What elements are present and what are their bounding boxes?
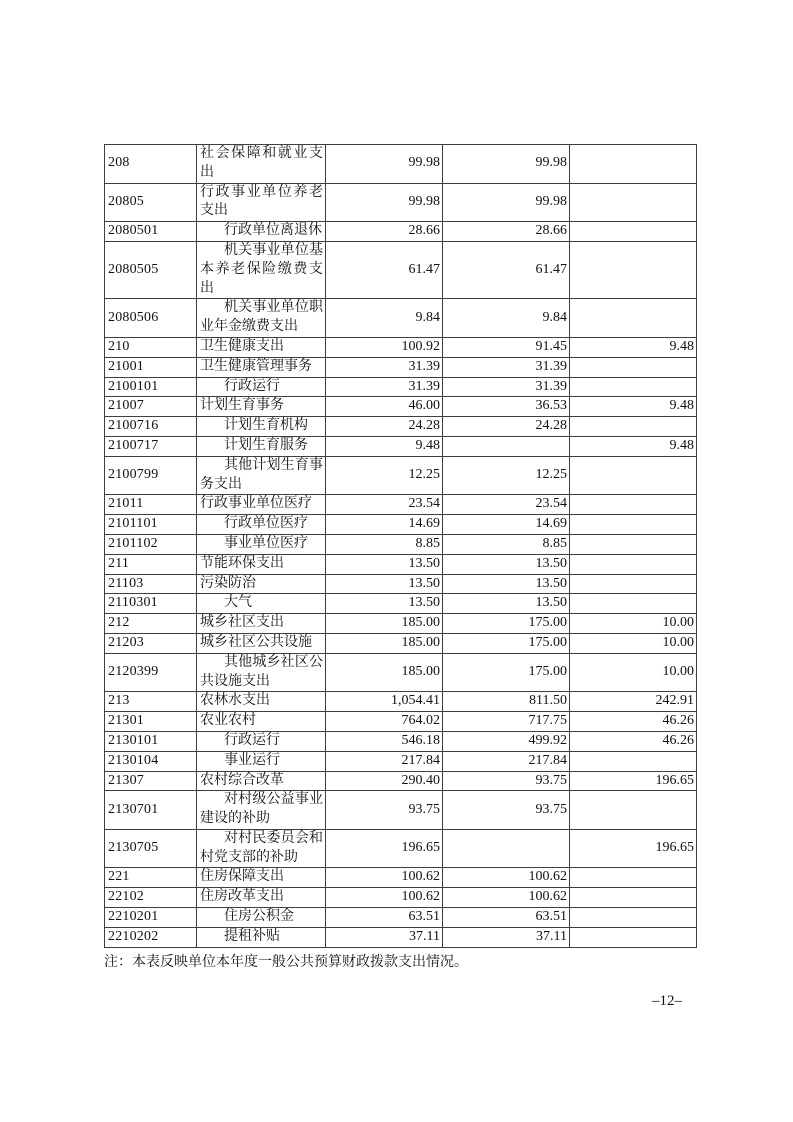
table-row <box>105 829 697 868</box>
row-value-2: 99.98 <box>443 145 570 184</box>
table-row <box>105 692 697 712</box>
row-value-1: 14.69 <box>326 515 443 535</box>
row-value-1: 13.50 <box>326 574 443 594</box>
table-row <box>105 633 697 653</box>
row-value-2: 717.75 <box>443 712 570 732</box>
row-code: 21301 <box>105 712 197 732</box>
row-value-2: 217.84 <box>443 751 570 771</box>
row-value-1: 37.11 <box>326 927 443 947</box>
row-value-2: 93.75 <box>443 791 570 830</box>
row-code: 221 <box>105 868 197 888</box>
row-code: 2210201 <box>105 908 197 928</box>
row-value-1: 93.75 <box>326 791 443 830</box>
row-code: 2080506 <box>105 299 197 338</box>
row-code: 2130705 <box>105 829 197 868</box>
row-value-3 <box>570 456 697 495</box>
row-code: 211 <box>105 554 197 574</box>
budget-table-body <box>105 145 697 948</box>
row-value-2: 91.45 <box>443 337 570 357</box>
row-value-1: 13.50 <box>326 594 443 614</box>
row-name: 农林水支出 <box>197 692 326 712</box>
table-row <box>105 554 697 574</box>
row-name: 住房保障支出 <box>197 868 326 888</box>
row-name: 对村民委员会和村党支部的补助 <box>197 829 326 868</box>
row-code: 21103 <box>105 574 197 594</box>
row-name: 污染防治 <box>197 574 326 594</box>
row-value-2: 61.47 <box>443 241 570 298</box>
row-value-2: 63.51 <box>443 908 570 928</box>
row-name: 大气 <box>197 594 326 614</box>
row-name: 卫生健康管理事务 <box>197 357 326 377</box>
row-name: 行政运行 <box>197 377 326 397</box>
row-value-1: 28.66 <box>326 222 443 242</box>
row-value-1: 185.00 <box>326 653 443 692</box>
row-value-1: 217.84 <box>326 751 443 771</box>
row-name: 节能环保支出 <box>197 554 326 574</box>
row-code: 2130104 <box>105 751 197 771</box>
row-name: 住房改革支出 <box>197 888 326 908</box>
row-code: 2080501 <box>105 222 197 242</box>
row-value-2: 175.00 <box>443 633 570 653</box>
row-value-1: 31.39 <box>326 357 443 377</box>
table-row <box>105 791 697 830</box>
row-value-3 <box>570 927 697 947</box>
row-code: 2100717 <box>105 436 197 456</box>
row-value-2: 13.50 <box>443 574 570 594</box>
row-value-1: 9.48 <box>326 436 443 456</box>
row-value-2 <box>443 829 570 868</box>
table-row <box>105 417 697 437</box>
row-value-1: 546.18 <box>326 731 443 751</box>
row-value-3: 196.65 <box>570 829 697 868</box>
row-value-3 <box>570 299 697 338</box>
row-code: 212 <box>105 614 197 634</box>
table-row <box>105 771 697 791</box>
row-name: 事业运行 <box>197 751 326 771</box>
row-name: 机关事业单位基本养老保险缴费支出 <box>197 241 326 298</box>
row-name: 行政单位医疗 <box>197 515 326 535</box>
row-value-3 <box>570 145 697 184</box>
row-value-3 <box>570 241 697 298</box>
row-value-2 <box>443 436 570 456</box>
row-code: 21307 <box>105 771 197 791</box>
row-name: 城乡社区公共设施 <box>197 633 326 653</box>
page-number: –12– <box>652 993 682 1009</box>
row-value-1: 13.50 <box>326 554 443 574</box>
row-value-2: 99.98 <box>443 183 570 222</box>
row-value-2: 175.00 <box>443 653 570 692</box>
row-name: 卫生健康支出 <box>197 337 326 357</box>
row-code: 20805 <box>105 183 197 222</box>
row-value-3: 10.00 <box>570 633 697 653</box>
table-row <box>105 614 697 634</box>
table-row <box>105 888 697 908</box>
row-name: 计划生育服务 <box>197 436 326 456</box>
row-code: 210 <box>105 337 197 357</box>
row-value-1: 100.62 <box>326 888 443 908</box>
row-code: 2130701 <box>105 791 197 830</box>
row-code: 2100799 <box>105 456 197 495</box>
row-value-2: 23.54 <box>443 495 570 515</box>
row-value-1: 185.00 <box>326 614 443 634</box>
row-value-2: 28.66 <box>443 222 570 242</box>
row-name: 农业农村 <box>197 712 326 732</box>
row-name: 计划生育机构 <box>197 417 326 437</box>
row-value-1: 196.65 <box>326 829 443 868</box>
table-row <box>105 495 697 515</box>
row-value-3 <box>570 908 697 928</box>
row-value-1: 23.54 <box>326 495 443 515</box>
table-row <box>105 183 697 222</box>
table-row <box>105 145 697 184</box>
row-value-1: 46.00 <box>326 397 443 417</box>
row-code: 22102 <box>105 888 197 908</box>
row-code: 208 <box>105 145 197 184</box>
row-code: 2110301 <box>105 594 197 614</box>
table-row <box>105 436 697 456</box>
row-name: 对村级公益事业建设的补助 <box>197 791 326 830</box>
row-value-2: 31.39 <box>443 377 570 397</box>
row-value-3 <box>570 222 697 242</box>
row-value-2: 175.00 <box>443 614 570 634</box>
row-value-3 <box>570 357 697 377</box>
row-value-1: 99.98 <box>326 145 443 184</box>
table-row <box>105 299 697 338</box>
row-value-3 <box>570 888 697 908</box>
row-value-3 <box>570 868 697 888</box>
row-value-3 <box>570 183 697 222</box>
row-value-2: 9.84 <box>443 299 570 338</box>
row-value-1: 8.85 <box>326 534 443 554</box>
row-code: 2120399 <box>105 653 197 692</box>
table-row <box>105 222 697 242</box>
row-value-2: 24.28 <box>443 417 570 437</box>
row-name: 计划生育事务 <box>197 397 326 417</box>
row-code: 2080505 <box>105 241 197 298</box>
row-code: 21203 <box>105 633 197 653</box>
row-value-3 <box>570 574 697 594</box>
row-name: 行政事业单位医疗 <box>197 495 326 515</box>
row-value-2: 12.25 <box>443 456 570 495</box>
row-value-3 <box>570 377 697 397</box>
row-name: 行政单位离退休 <box>197 222 326 242</box>
row-value-1: 61.47 <box>326 241 443 298</box>
row-code: 21001 <box>105 357 197 377</box>
row-value-2: 13.50 <box>443 554 570 574</box>
row-value-3 <box>570 515 697 535</box>
row-value-3: 9.48 <box>570 337 697 357</box>
row-value-2: 37.11 <box>443 927 570 947</box>
row-name: 社会保障和就业支出 <box>197 145 326 184</box>
table-row <box>105 377 697 397</box>
row-value-3 <box>570 594 697 614</box>
row-value-3: 9.48 <box>570 436 697 456</box>
row-value-2: 499.92 <box>443 731 570 751</box>
row-value-2: 14.69 <box>443 515 570 535</box>
table-row <box>105 456 697 495</box>
row-code: 2101101 <box>105 515 197 535</box>
row-name: 事业单位医疗 <box>197 534 326 554</box>
row-value-3: 196.65 <box>570 771 697 791</box>
row-name: 机关事业单位职业年金缴费支出 <box>197 299 326 338</box>
row-code: 2210202 <box>105 927 197 947</box>
row-value-3 <box>570 417 697 437</box>
table-row <box>105 731 697 751</box>
row-value-2: 13.50 <box>443 594 570 614</box>
row-value-1: 31.39 <box>326 377 443 397</box>
table-row <box>105 594 697 614</box>
table-row <box>105 397 697 417</box>
row-code: 2100716 <box>105 417 197 437</box>
row-code: 2100101 <box>105 377 197 397</box>
row-value-1: 99.98 <box>326 183 443 222</box>
table-row <box>105 337 697 357</box>
row-code: 21011 <box>105 495 197 515</box>
row-value-3: 46.26 <box>570 731 697 751</box>
row-value-3 <box>570 534 697 554</box>
row-value-2: 31.39 <box>443 357 570 377</box>
row-value-1: 12.25 <box>326 456 443 495</box>
row-code: 2101102 <box>105 534 197 554</box>
row-code: 2130101 <box>105 731 197 751</box>
table-row <box>105 515 697 535</box>
row-value-3: 46.26 <box>570 712 697 732</box>
row-value-1: 290.40 <box>326 771 443 791</box>
row-value-3 <box>570 791 697 830</box>
row-value-2: 100.62 <box>443 888 570 908</box>
row-value-1: 63.51 <box>326 908 443 928</box>
row-name: 其他计划生育事务支出 <box>197 456 326 495</box>
row-code: 213 <box>105 692 197 712</box>
row-name: 城乡社区支出 <box>197 614 326 634</box>
row-value-3 <box>570 495 697 515</box>
row-value-2: 36.53 <box>443 397 570 417</box>
row-value-3: 242.91 <box>570 692 697 712</box>
row-name: 住房公积金 <box>197 908 326 928</box>
table-row <box>105 908 697 928</box>
row-value-3 <box>570 554 697 574</box>
row-value-3: 10.00 <box>570 653 697 692</box>
table-row <box>105 712 697 732</box>
row-name: 提租补贴 <box>197 927 326 947</box>
row-name: 行政运行 <box>197 731 326 751</box>
table-note: 注：本表反映单位本年度一般公共预算财政拨款支出情况。 <box>104 955 468 970</box>
budget-table <box>104 144 697 948</box>
table-row <box>105 241 697 298</box>
table-row <box>105 653 697 692</box>
row-value-3: 9.48 <box>570 397 697 417</box>
row-value-3: 10.00 <box>570 614 697 634</box>
table-row <box>105 357 697 377</box>
row-value-1: 24.28 <box>326 417 443 437</box>
row-name: 行政事业单位养老支出 <box>197 183 326 222</box>
row-value-1: 764.02 <box>326 712 443 732</box>
row-value-2: 811.50 <box>443 692 570 712</box>
row-value-1: 9.84 <box>326 299 443 338</box>
table-row <box>105 574 697 594</box>
row-value-2: 8.85 <box>443 534 570 554</box>
table-row <box>105 868 697 888</box>
table-row <box>105 534 697 554</box>
table-row <box>105 751 697 771</box>
row-name: 农村综合改革 <box>197 771 326 791</box>
row-code: 21007 <box>105 397 197 417</box>
row-name: 其他城乡社区公共设施支出 <box>197 653 326 692</box>
table-row <box>105 927 697 947</box>
row-value-2: 93.75 <box>443 771 570 791</box>
row-value-1: 100.92 <box>326 337 443 357</box>
row-value-1: 100.62 <box>326 868 443 888</box>
row-value-1: 1,054.41 <box>326 692 443 712</box>
row-value-2: 100.62 <box>443 868 570 888</box>
row-value-3 <box>570 751 697 771</box>
row-value-1: 185.00 <box>326 633 443 653</box>
